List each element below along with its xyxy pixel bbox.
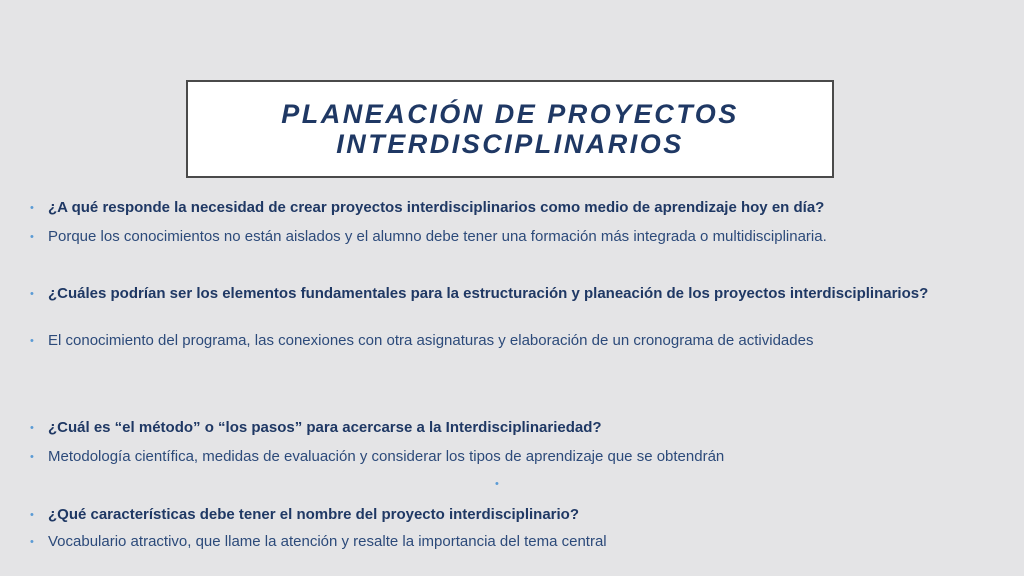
title-line-1: PLANEACIÓN DE PROYECTOS xyxy=(281,99,739,129)
bullet-icon: • xyxy=(30,451,34,463)
bullet-icon: • xyxy=(30,509,34,521)
answer-1 xyxy=(30,228,994,246)
answer-4 xyxy=(30,533,994,551)
answer-3 xyxy=(30,448,994,466)
title-line-2: INTERDISCIPLINARIOS xyxy=(336,129,684,159)
bullet-icon: • xyxy=(30,422,34,434)
answer-2 xyxy=(30,332,994,350)
question-text: ¿A qué responde la necesidad de crear proyectos interdisciplinarios como medio de aprendizaje hoy en día? xyxy=(48,199,825,216)
bullet-icon: • xyxy=(30,536,34,548)
answer-text: El conocimiento del programa, las conexiones con otra asignaturas y elaboración de un cronograma de actividades xyxy=(48,332,814,349)
question-1 xyxy=(30,199,994,217)
answer-text: Metodología científica, medidas de evaluación y considerar los tipos de aprendizaje que se obtendrán xyxy=(48,448,725,465)
title-box xyxy=(186,80,834,178)
question-text: ¿Cuáles podrían ser los elementos fundamentales para la estructuración y planeación de los proyectos interdisciplinarios? xyxy=(48,285,929,302)
question-4 xyxy=(30,506,994,524)
slide-title xyxy=(281,99,739,159)
question-2 xyxy=(30,285,994,303)
answer-text: Porque los conocimientos no están aislados y el alumno debe tener una formación más integrada o multidisciplinaria. xyxy=(48,228,827,245)
bullet-icon: • xyxy=(30,231,34,243)
bullet-icon: • xyxy=(30,202,34,214)
question-text: ¿Cuál es “el método” o “los pasos” para acercarse a la Interdisciplinariedad? xyxy=(48,419,602,436)
empty-bullet-icon: • xyxy=(495,478,499,490)
answer-text: Vocabulario atractivo, que llame la atención y resalte la importancia del tema central xyxy=(48,533,607,550)
bullet-icon: • xyxy=(30,335,34,347)
bullet-icon: • xyxy=(30,288,34,300)
question-3 xyxy=(30,419,994,437)
question-text: ¿Qué características debe tener el nombre del proyecto interdisciplinario? xyxy=(48,506,579,523)
